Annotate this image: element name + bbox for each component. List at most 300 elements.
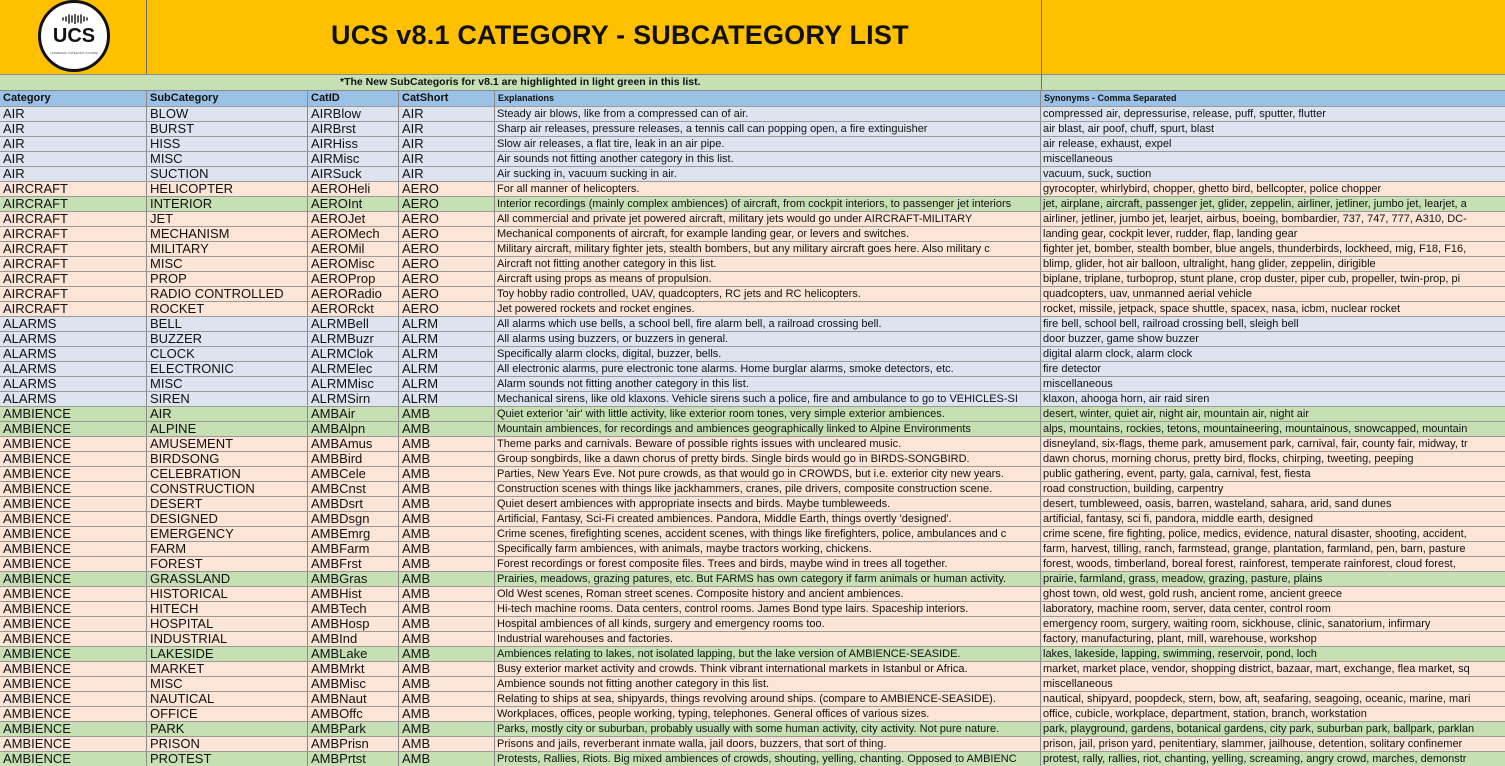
cell-catid[interactable]: AMBCele [308, 467, 399, 481]
cell-synonyms[interactable]: klaxon, ahooga horn, air raid siren [1043, 393, 1210, 405]
cell-subcategory[interactable]: SUCTION [147, 167, 308, 181]
cell-explanation[interactable]: Mechanical sirens, like old klaxons. Vehicle sirens such a police, fire and ambulance to go to VEHICLES-SI [495, 392, 1041, 406]
cell-synonyms[interactable]: rocket, missile, jetpack, space shuttle, spacex, nasa, icbm, nuclear rocket [1043, 303, 1401, 315]
cell-catid[interactable]: AIRSuck [308, 167, 399, 181]
cell-catid[interactable]: ALRMBuzr [308, 332, 399, 346]
cell-category[interactable]: ALARMS [0, 347, 147, 361]
table-row[interactable] [0, 526, 1505, 541]
cell-subcategory[interactable]: RADIO CONTROLLED [147, 287, 308, 301]
cell-explanation[interactable]: Protests, Rallies, Riots. Big mixed ambiences of crowds, shouting, yelling, chanting. Opposed to AMBIENC [495, 752, 1041, 766]
cell-catshort[interactable]: AERO [399, 197, 495, 211]
table-row[interactable] [0, 301, 1505, 316]
cell-category[interactable]: AMBIENCE [0, 467, 147, 481]
cell-category[interactable]: AMBIENCE [0, 422, 147, 436]
cell-catid[interactable]: AMBMrkt [308, 662, 399, 676]
cell-catshort[interactable]: AMB [399, 677, 495, 691]
cell-catshort[interactable]: AERO [399, 302, 495, 316]
cell-subcategory[interactable]: MISC [147, 377, 308, 391]
cell-category[interactable]: AMBIENCE [0, 542, 147, 556]
cell-catshort[interactable]: AMB [399, 497, 495, 511]
cell-catid[interactable]: AMBAlpn [308, 422, 399, 436]
cell-catid[interactable]: AEROProp [308, 272, 399, 286]
table-row[interactable] [0, 196, 1505, 211]
cell-explanation[interactable]: All commercial and private jet powered aircraft, military jets would go under AIRCRAFT-MILITARY [495, 212, 1041, 226]
cell-catid[interactable]: AMBOffc [308, 707, 399, 721]
cell-explanation[interactable]: Air sounds not fitting another category in this list. [495, 152, 1041, 166]
cell-subcategory[interactable]: OFFICE [147, 707, 308, 721]
cell-catshort[interactable]: AMB [399, 542, 495, 556]
cell-explanation[interactable]: Hospital ambiences of all kinds, surgery and emergency rooms too. [495, 617, 1041, 631]
cell-synonyms[interactable]: nautical, shipyard, poopdeck, stern, bow, aft, seafaring, seagoing, oceanic, marine, mari [1043, 693, 1471, 705]
cell-catid[interactable]: AMBAmus [308, 437, 399, 451]
cell-catshort[interactable]: AMB [399, 617, 495, 631]
table-row[interactable] [0, 706, 1505, 721]
table-row[interactable] [0, 586, 1505, 601]
cell-category[interactable]: AIRCRAFT [0, 212, 147, 226]
cell-explanation[interactable]: Mechanical components of aircraft, for example landing gear, or levers and switches. [495, 227, 1041, 241]
cell-subcategory[interactable]: PROTEST [147, 752, 308, 766]
table-row[interactable] [0, 436, 1505, 451]
cell-explanation[interactable]: Forest recordings or forest composite files. Trees and birds, maybe wind in trees all together. [495, 557, 1041, 571]
cell-subcategory[interactable]: CLOCK [147, 347, 308, 361]
cell-catshort[interactable]: AMB [399, 662, 495, 676]
cell-subcategory[interactable]: BURST [147, 122, 308, 136]
table-row[interactable] [0, 691, 1505, 706]
cell-category[interactable]: AMBIENCE [0, 662, 147, 676]
table-row[interactable] [0, 166, 1505, 181]
cell-catshort[interactable]: ALRM [399, 377, 495, 391]
cell-category[interactable]: AMBIENCE [0, 737, 147, 751]
cell-category[interactable]: AMBIENCE [0, 572, 147, 586]
cell-catshort[interactable]: AMB [399, 527, 495, 541]
cell-category[interactable]: AIRCRAFT [0, 242, 147, 256]
header-explanations[interactable]: Explanations [495, 91, 1041, 106]
cell-synonyms[interactable]: airliner, jetliner, jumbo jet, learjet, airbus, boeing, bombardier, 737, 747, 777, A310, DC- [1043, 213, 1467, 225]
table-row[interactable] [0, 136, 1505, 151]
cell-category[interactable]: AIRCRAFT [0, 257, 147, 271]
cell-catid[interactable]: AMBFrst [308, 557, 399, 571]
logo-cell[interactable] [0, 0, 147, 74]
cell-explanation[interactable]: Industrial warehouses and factories. [495, 632, 1041, 646]
cell-subcategory[interactable]: PARK [147, 722, 308, 736]
cell-category[interactable]: AMBIENCE [0, 527, 147, 541]
cell-subcategory[interactable]: FOREST [147, 557, 308, 571]
cell-catid[interactable]: AMBDsrt [308, 497, 399, 511]
cell-catshort[interactable]: AMB [399, 647, 495, 661]
table-row[interactable] [0, 616, 1505, 631]
cell-catshort[interactable]: AERO [399, 227, 495, 241]
cell-category[interactable]: ALARMS [0, 362, 147, 376]
cell-synonyms[interactable]: door buzzer, game show buzzer [1043, 333, 1199, 345]
cell-catshort[interactable]: AMB [399, 407, 495, 421]
cell-explanation[interactable]: Parks, mostly city or suburban, probably usually with some human activity, city activity. Not pure nature. [495, 722, 1041, 736]
cell-explanation[interactable]: Group songbirds, like a dawn chorus of pretty birds. Single birds would go in BIRDS-SONGBIRD. [495, 452, 1041, 466]
cell-category[interactable]: AMBIENCE [0, 497, 147, 511]
cell-explanation[interactable]: Workplaces, offices, people working, typing, telephones. General offices of various sizes. [495, 707, 1041, 721]
cell-synonyms[interactable]: prison, jail, prison yard, penitentiary, slammer, jailhouse, detention, solitary confinemer [1043, 738, 1463, 750]
cell-synonyms[interactable]: miscellaneous [1043, 378, 1113, 390]
cell-subcategory[interactable]: BUZZER [147, 332, 308, 346]
cell-synonyms[interactable]: air release, exhaust, expel [1043, 138, 1172, 150]
table-row[interactable] [0, 181, 1505, 196]
cell-subcategory[interactable]: SIREN [147, 392, 308, 406]
cell-category[interactable]: AMBIENCE [0, 692, 147, 706]
cell-catid[interactable]: AMBHosp [308, 617, 399, 631]
cell-explanation[interactable]: Alarm sounds not fitting another category in this list. [495, 377, 1041, 391]
cell-explanation[interactable]: Ambiences relating to lakes, not isolated lapping, but the lake version of AMBIENCE-SEASIDE. [495, 647, 1041, 661]
cell-subcategory[interactable]: INDUSTRIAL [147, 632, 308, 646]
table-row[interactable] [0, 286, 1505, 301]
cell-category[interactable]: AIR [0, 167, 147, 181]
table-row[interactable] [0, 106, 1505, 121]
cell-synonyms[interactable]: desert, tumbleweed, oasis, barren, wasteland, sahara, arid, sand dunes [1043, 498, 1392, 510]
cell-subcategory[interactable]: HELICOPTER [147, 182, 308, 196]
cell-subcategory[interactable]: HITECH [147, 602, 308, 616]
cell-explanation[interactable]: Specifically farm ambiences, with animals, maybe tractors working, chickens. [495, 542, 1041, 556]
table-row[interactable] [0, 151, 1505, 166]
cell-synonyms[interactable]: emergency room, surgery, waiting room, sickhouse, clinic, sanatorium, infirmary [1043, 618, 1431, 630]
cell-explanation[interactable]: Parties, New Years Eve. Not pure crowds, as that would go in CROWDS, but i.e. exterior city new years. [495, 467, 1041, 481]
cell-synonyms[interactable]: landing gear, cockpit lever, rudder, flap, landing gear [1043, 228, 1298, 240]
cell-catshort[interactable]: AERO [399, 182, 495, 196]
cell-explanation[interactable]: Construction scenes with things like jackhammers, cranes, pile drivers, composite construction scene. [495, 482, 1041, 496]
cell-category[interactable]: AMBIENCE [0, 632, 147, 646]
cell-explanation[interactable]: Slow air releases, a flat tire, leak in an air pipe. [495, 137, 1041, 151]
cell-synonyms[interactable]: lakes, lakeside, lapping, swimming, reservoir, pond, loch [1043, 648, 1317, 660]
cell-synonyms[interactable]: park, playground, gardens, botanical gardens, city park, suburban park, ballpark, parklan [1043, 723, 1475, 735]
cell-subcategory[interactable]: DESERT [147, 497, 308, 511]
cell-catid[interactable]: AMBAir [308, 407, 399, 421]
cell-catshort[interactable]: AERO [399, 287, 495, 301]
cell-synonyms[interactable]: miscellaneous [1043, 153, 1113, 165]
cell-catid[interactable]: AEROInt [308, 197, 399, 211]
cell-catshort[interactable]: AMB [399, 467, 495, 481]
cell-category[interactable]: AMBIENCE [0, 602, 147, 616]
cell-catid[interactable]: AMBCnst [308, 482, 399, 496]
cell-explanation[interactable]: Prairies, meadows, grazing patures, etc. But FARMS has own category if farm animals or human activity. [495, 572, 1041, 586]
cell-catid[interactable]: AMBTech [308, 602, 399, 616]
cell-catshort[interactable]: AMB [399, 722, 495, 736]
cell-synonyms[interactable]: fighter jet, bomber, stealth bomber, blue angels, thunderbirds, lockheed, mig, F18, F16, [1043, 243, 1467, 255]
cell-synonyms[interactable]: gyrocopter, whirlybird, chopper, ghetto bird, bellcopter, police chopper [1043, 183, 1382, 195]
table-row[interactable] [0, 721, 1505, 736]
cell-catid[interactable]: AMBInd [308, 632, 399, 646]
cell-synonyms[interactable]: vacuum, suck, suction [1043, 168, 1152, 180]
cell-category[interactable]: AIRCRAFT [0, 302, 147, 316]
cell-subcategory[interactable]: HISTORICAL [147, 587, 308, 601]
cell-explanation[interactable]: All alarms which use bells, a school bell, fire alarm bell, a railroad crossing bell. [495, 317, 1041, 331]
cell-synonyms[interactable]: ghost town, old west, gold rush, ancient rome, ancient greece [1043, 588, 1343, 600]
cell-catid[interactable]: AMBNaut [308, 692, 399, 706]
header-subcategory[interactable]: SubCategory [147, 91, 308, 106]
table-row[interactable] [0, 466, 1505, 481]
cell-subcategory[interactable]: CELEBRATION [147, 467, 308, 481]
cell-explanation[interactable]: Air sucking in, vacuum sucking in air. [495, 167, 1041, 181]
cell-synonyms[interactable]: artificial, fantasy, sci fi, pandora, middle earth, designed [1043, 513, 1314, 525]
header-synonyms[interactable]: Synonyms - Comma Separated [1044, 93, 1177, 103]
cell-catid[interactable]: AMBFarm [308, 542, 399, 556]
header-catshort[interactable]: CatShort [399, 91, 495, 106]
cell-catshort[interactable]: AERO [399, 242, 495, 256]
cell-category[interactable]: ALARMS [0, 377, 147, 391]
cell-explanation[interactable]: Artificial, Fantasy, Sci-Fi created ambiences. Pandora, Middle Earth, things overtly 'designed'. [495, 512, 1041, 526]
table-row[interactable] [0, 316, 1505, 331]
cell-catshort[interactable]: ALRM [399, 317, 495, 331]
cell-subcategory[interactable]: ROCKET [147, 302, 308, 316]
cell-category[interactable]: AMBIENCE [0, 557, 147, 571]
table-row[interactable] [0, 346, 1505, 361]
cell-catshort[interactable]: ALRM [399, 392, 495, 406]
table-row[interactable] [0, 736, 1505, 751]
cell-category[interactable]: AMBIENCE [0, 617, 147, 631]
cell-synonyms[interactable]: fire bell, school bell, railroad crossing bell, sleigh bell [1043, 318, 1299, 330]
cell-catshort[interactable]: AMB [399, 572, 495, 586]
cell-explanation[interactable]: Prisons and jails, reverberant inmate walla, jail doors, buzzers, that sort of thing. [495, 737, 1041, 751]
header-catid[interactable]: CatID [308, 91, 399, 106]
cell-explanation[interactable]: Steady air blows, like from a compressed can of air. [495, 107, 1041, 121]
cell-catid[interactable]: AEROHeli [308, 182, 399, 196]
table-row[interactable] [0, 121, 1505, 136]
cell-category[interactable]: AMBIENCE [0, 437, 147, 451]
cell-catshort[interactable]: AMB [399, 422, 495, 436]
cell-explanation[interactable]: Ambience sounds not fitting another category in this list. [495, 677, 1041, 691]
cell-catid[interactable]: AIRBlow [308, 107, 399, 121]
cell-catid[interactable]: ALRMSirn [308, 392, 399, 406]
table-row[interactable] [0, 226, 1505, 241]
cell-synonyms[interactable]: factory, manufacturing, plant, mill, warehouse, workshop [1043, 633, 1317, 645]
cell-catid[interactable]: AMBHist [308, 587, 399, 601]
cell-subcategory[interactable]: EMERGENCY [147, 527, 308, 541]
cell-catshort[interactable]: AMB [399, 752, 495, 766]
cell-category[interactable]: AMBIENCE [0, 482, 147, 496]
cell-explanation[interactable]: All electronic alarms, pure electronic tone alarms. Home burglar alarms, smoke detectors, etc. [495, 362, 1041, 376]
cell-catshort[interactable]: AMB [399, 692, 495, 706]
cell-catid[interactable]: AMBPark [308, 722, 399, 736]
table-row[interactable] [0, 271, 1505, 286]
table-row[interactable] [0, 481, 1505, 496]
cell-subcategory[interactable]: PRISON [147, 737, 308, 751]
cell-explanation[interactable]: Toy hobby radio controlled, UAV, quadcopters, RC jets and RC helicopters. [495, 287, 1041, 301]
cell-subcategory[interactable]: MILITARY [147, 242, 308, 256]
cell-subcategory[interactable]: MISC [147, 152, 308, 166]
cell-synonyms[interactable]: forest, woods, timberland, boreal forest, rainforest, temperate rainforest, cloud forest, [1043, 558, 1456, 570]
table-row[interactable] [0, 571, 1505, 586]
cell-synonyms[interactable]: jet, airplane, aircraft, passenger jet, glider, zeppelin, airliner, jetliner, jumbo jet, learjet, a [1043, 198, 1467, 210]
cell-subcategory[interactable]: BLOW [147, 107, 308, 121]
cell-subcategory[interactable]: LAKESIDE [147, 647, 308, 661]
cell-synonyms[interactable]: blimp, glider, hot air balloon, ultralight, hang glider, zeppelin, dirigible [1043, 258, 1376, 270]
cell-subcategory[interactable]: INTERIOR [147, 197, 308, 211]
table-row[interactable] [0, 451, 1505, 466]
cell-catid[interactable]: AMBGras [308, 572, 399, 586]
cell-explanation[interactable]: Jet powered rockets and rocket engines. [495, 302, 1041, 316]
cell-synonyms[interactable]: desert, winter, quiet air, night air, mountain air, night air [1043, 408, 1309, 420]
cell-category[interactable]: ALARMS [0, 392, 147, 406]
cell-subcategory[interactable]: ELECTRONIC [147, 362, 308, 376]
cell-catid[interactable]: AERORadio [308, 287, 399, 301]
cell-catid[interactable]: AERORckt [308, 302, 399, 316]
cell-category[interactable]: AMBIENCE [0, 647, 147, 661]
cell-catshort[interactable]: AMB [399, 482, 495, 496]
cell-catshort[interactable]: AMB [399, 587, 495, 601]
cell-catshort[interactable]: AMB [399, 452, 495, 466]
cell-subcategory[interactable]: PROP [147, 272, 308, 286]
cell-explanation[interactable]: Crime scenes, firefighting scenes, accident scenes, with things like firefighters, police, ambulances and c [495, 527, 1041, 541]
cell-category[interactable]: ALARMS [0, 332, 147, 346]
cell-catid[interactable]: ALRMElec [308, 362, 399, 376]
cell-synonyms[interactable]: quadcopters, uav, unmanned aerial vehicle [1043, 288, 1252, 300]
cell-category[interactable]: AIR [0, 107, 147, 121]
cell-subcategory[interactable]: AIR [147, 407, 308, 421]
cell-subcategory[interactable]: MISC [147, 677, 308, 691]
table-row[interactable] [0, 676, 1505, 691]
cell-explanation[interactable]: Relating to ships at sea, shipyards, things revolving around ships. (compare to AMBIENCE-SEASIDE). [495, 692, 1041, 706]
table-row[interactable] [0, 391, 1505, 406]
cell-synonyms[interactable]: dawn chorus, morning chorus, pretty bird, flocks, chirping, tweeting, peeping [1043, 453, 1414, 465]
cell-catid[interactable]: AEROJet [308, 212, 399, 226]
cell-catshort[interactable]: AERO [399, 272, 495, 286]
cell-catid[interactable]: AEROMisc [308, 257, 399, 271]
cell-subcategory[interactable]: CONSTRUCTION [147, 482, 308, 496]
cell-explanation[interactable]: Specifically alarm clocks, digital, buzzer, bells. [495, 347, 1041, 361]
cell-explanation[interactable]: Hi-tech machine rooms. Data centers, control rooms. James Bond type lairs. Spaceship interiors. [495, 602, 1041, 616]
table-row[interactable] [0, 631, 1505, 646]
cell-explanation[interactable]: All alarms using buzzers, or buzzers in general. [495, 332, 1041, 346]
table-row[interactable] [0, 256, 1505, 271]
cell-synonyms[interactable]: digital alarm clock, alarm clock [1043, 348, 1193, 360]
cell-explanation[interactable]: Interior recordings (mainly complex ambiences) of aircraft, from cockpit interiors, to passenger jet interiors [495, 197, 1041, 211]
cell-subcategory[interactable]: DESIGNED [147, 512, 308, 526]
cell-synonyms[interactable]: laboratory, machine room, server, data center, control room [1043, 603, 1331, 615]
cell-explanation[interactable]: Quiet desert ambiences with appropriate insects and birds. Maybe tumbleweeds. [495, 497, 1041, 511]
cell-synonyms[interactable]: compressed air, depressurise, release, puff, sputter, flutter [1043, 108, 1326, 120]
cell-category[interactable]: AIRCRAFT [0, 182, 147, 196]
cell-category[interactable]: AMBIENCE [0, 452, 147, 466]
cell-catid[interactable]: AMBLake [308, 647, 399, 661]
cell-synonyms[interactable]: market, market place, vendor, shopping district, bazaar, mart, exchange, flea market, sq [1043, 663, 1470, 675]
table-row[interactable] [0, 646, 1505, 661]
cell-catid[interactable]: AMBPrisn [308, 737, 399, 751]
cell-catid[interactable]: AIRHiss [308, 137, 399, 151]
cell-catshort[interactable]: AIR [399, 107, 495, 121]
cell-catshort[interactable]: AERO [399, 212, 495, 226]
cell-synonyms[interactable]: protest, rally, rallies, riot, chanting, yelling, screaming, angry crowd, marches, demonstr [1043, 753, 1467, 765]
cell-subcategory[interactable]: BIRDSONG [147, 452, 308, 466]
table-row[interactable] [0, 421, 1505, 436]
note-row[interactable] [0, 74, 1505, 90]
cell-synonyms[interactable]: air blast, air poof, chuff, spurt, blast [1043, 123, 1214, 135]
cell-catshort[interactable]: AMB [399, 632, 495, 646]
cell-category[interactable]: AMBIENCE [0, 722, 147, 736]
table-row[interactable] [0, 556, 1505, 571]
cell-explanation[interactable]: Aircraft using props as means of propulsion. [495, 272, 1041, 286]
cell-explanation[interactable]: Quiet exterior 'air' with little activity, like exterior room tones, very simple exterior ambiences. [495, 407, 1041, 421]
cell-catshort[interactable]: AMB [399, 707, 495, 721]
cell-catshort[interactable]: ALRM [399, 347, 495, 361]
cell-catshort[interactable]: AMB [399, 437, 495, 451]
cell-catid[interactable]: AMBDsgn [308, 512, 399, 526]
cell-catshort[interactable]: AMB [399, 557, 495, 571]
page-title[interactable]: UCS v8.1 CATEGORY - SUBCATEGORY LIST [331, 20, 909, 50]
cell-subcategory[interactable]: HOSPITAL [147, 617, 308, 631]
cell-synonyms[interactable]: disneyland, six-flags, theme park, amusement park, carnival, fair, county fair, midway, tr [1043, 438, 1468, 450]
cell-category[interactable]: AMBIENCE [0, 512, 147, 526]
cell-subcategory[interactable]: MISC [147, 257, 308, 271]
cell-synonyms[interactable]: alps, mountains, rockies, tetons, mountaineering, mountainous, snowcapped, mountain [1043, 423, 1468, 435]
cell-catid[interactable]: ALRMBell [308, 317, 399, 331]
cell-catshort[interactable]: AMB [399, 602, 495, 616]
cell-explanation[interactable]: Theme parks and carnivals. Beware of possible rights issues with uncleared music. [495, 437, 1041, 451]
cell-category[interactable]: AMBIENCE [0, 707, 147, 721]
table-row[interactable] [0, 376, 1505, 391]
cell-category[interactable]: AMBIENCE [0, 587, 147, 601]
cell-synonyms[interactable]: office, cubicle, workplace, department, station, branch, workstation [1043, 708, 1367, 720]
cell-catid[interactable]: AMBPrtst [308, 752, 399, 766]
cell-synonyms[interactable]: road construction, building, carpentry [1043, 483, 1224, 495]
cell-catid[interactable]: AMBMisc [308, 677, 399, 691]
cell-subcategory[interactable]: HISS [147, 137, 308, 151]
cell-category[interactable]: AIR [0, 137, 147, 151]
cell-category[interactable]: AIR [0, 122, 147, 136]
cell-subcategory[interactable]: MARKET [147, 662, 308, 676]
table-row[interactable] [0, 601, 1505, 616]
table-row[interactable] [0, 661, 1505, 676]
cell-category[interactable]: AIRCRAFT [0, 227, 147, 241]
cell-catshort[interactable]: AIR [399, 137, 495, 151]
cell-catid[interactable]: AEROMil [308, 242, 399, 256]
cell-subcategory[interactable]: AMUSEMENT [147, 437, 308, 451]
cell-explanation[interactable]: Sharp air releases, pressure releases, a tennis call can popping open, a fire extinguisher [495, 122, 1041, 136]
cell-synonyms[interactable]: fire detector [1043, 363, 1102, 375]
cell-subcategory[interactable]: FARM [147, 542, 308, 556]
table-row[interactable] [0, 361, 1505, 376]
cell-subcategory[interactable]: NAUTICAL [147, 692, 308, 706]
cell-explanation[interactable]: Military aircraft, military fighter jets, stealth bombers, but any military aircraft goes here. Also military c [495, 242, 1041, 256]
cell-category[interactable]: AMBIENCE [0, 752, 147, 766]
cell-synonyms[interactable]: farm, harvest, tilling, ranch, farmstead, grange, plantation, farmland, pen, barn, pasture [1043, 543, 1466, 555]
cell-catshort[interactable]: AIR [399, 167, 495, 181]
cell-catshort[interactable]: ALRM [399, 362, 495, 376]
cell-subcategory[interactable]: ALPINE [147, 422, 308, 436]
cell-synonyms[interactable]: biplane, triplane, turboprop, stunt plane, crop duster, piper cub, propeller, twin-prop, pi [1043, 273, 1461, 285]
cell-catshort[interactable]: AERO [399, 257, 495, 271]
cell-catshort[interactable]: AMB [399, 512, 495, 526]
table-row[interactable] [0, 511, 1505, 526]
cell-catid[interactable]: AMBEmrg [308, 527, 399, 541]
cell-catshort[interactable]: AIR [399, 152, 495, 166]
cell-catshort[interactable]: ALRM [399, 332, 495, 346]
table-row[interactable] [0, 241, 1505, 256]
cell-catid[interactable]: AMBBird [308, 452, 399, 466]
cell-explanation[interactable]: Busy exterior market activity and crowds. Think vibrant international markets in Istanbul or Africa. [495, 662, 1041, 676]
cell-category[interactable]: AMBIENCE [0, 407, 147, 421]
cell-catid[interactable]: AIRBrst [308, 122, 399, 136]
cell-explanation[interactable]: Old West scenes, Roman street scenes. Composite history and ancient ambiences. [495, 587, 1041, 601]
table-row[interactable] [0, 541, 1505, 556]
cell-catid[interactable]: ALRMClok [308, 347, 399, 361]
cell-category[interactable]: AIRCRAFT [0, 287, 147, 301]
table-row[interactable] [0, 406, 1505, 421]
cell-synonyms[interactable]: crime scene, fire fighting, police, medics, evidence, natural disaster, shooting, accident, [1043, 528, 1467, 540]
cell-explanation[interactable]: Mountain ambiences, for recordings and ambiences geographically linked to Alpine Environments [495, 422, 1041, 436]
cell-synonyms[interactable]: prairie, farmland, grass, meadow, grazing, pasture, plains [1043, 573, 1323, 585]
cell-catshort[interactable]: AIR [399, 122, 495, 136]
table-row[interactable] [0, 496, 1505, 511]
cell-catid[interactable]: AEROMech [308, 227, 399, 241]
header-category[interactable]: Category [0, 91, 147, 106]
cell-catid[interactable]: AIRMisc [308, 152, 399, 166]
cell-synonyms[interactable]: public gathering, event, party, gala, carnival, fest, fiesta [1043, 468, 1311, 480]
